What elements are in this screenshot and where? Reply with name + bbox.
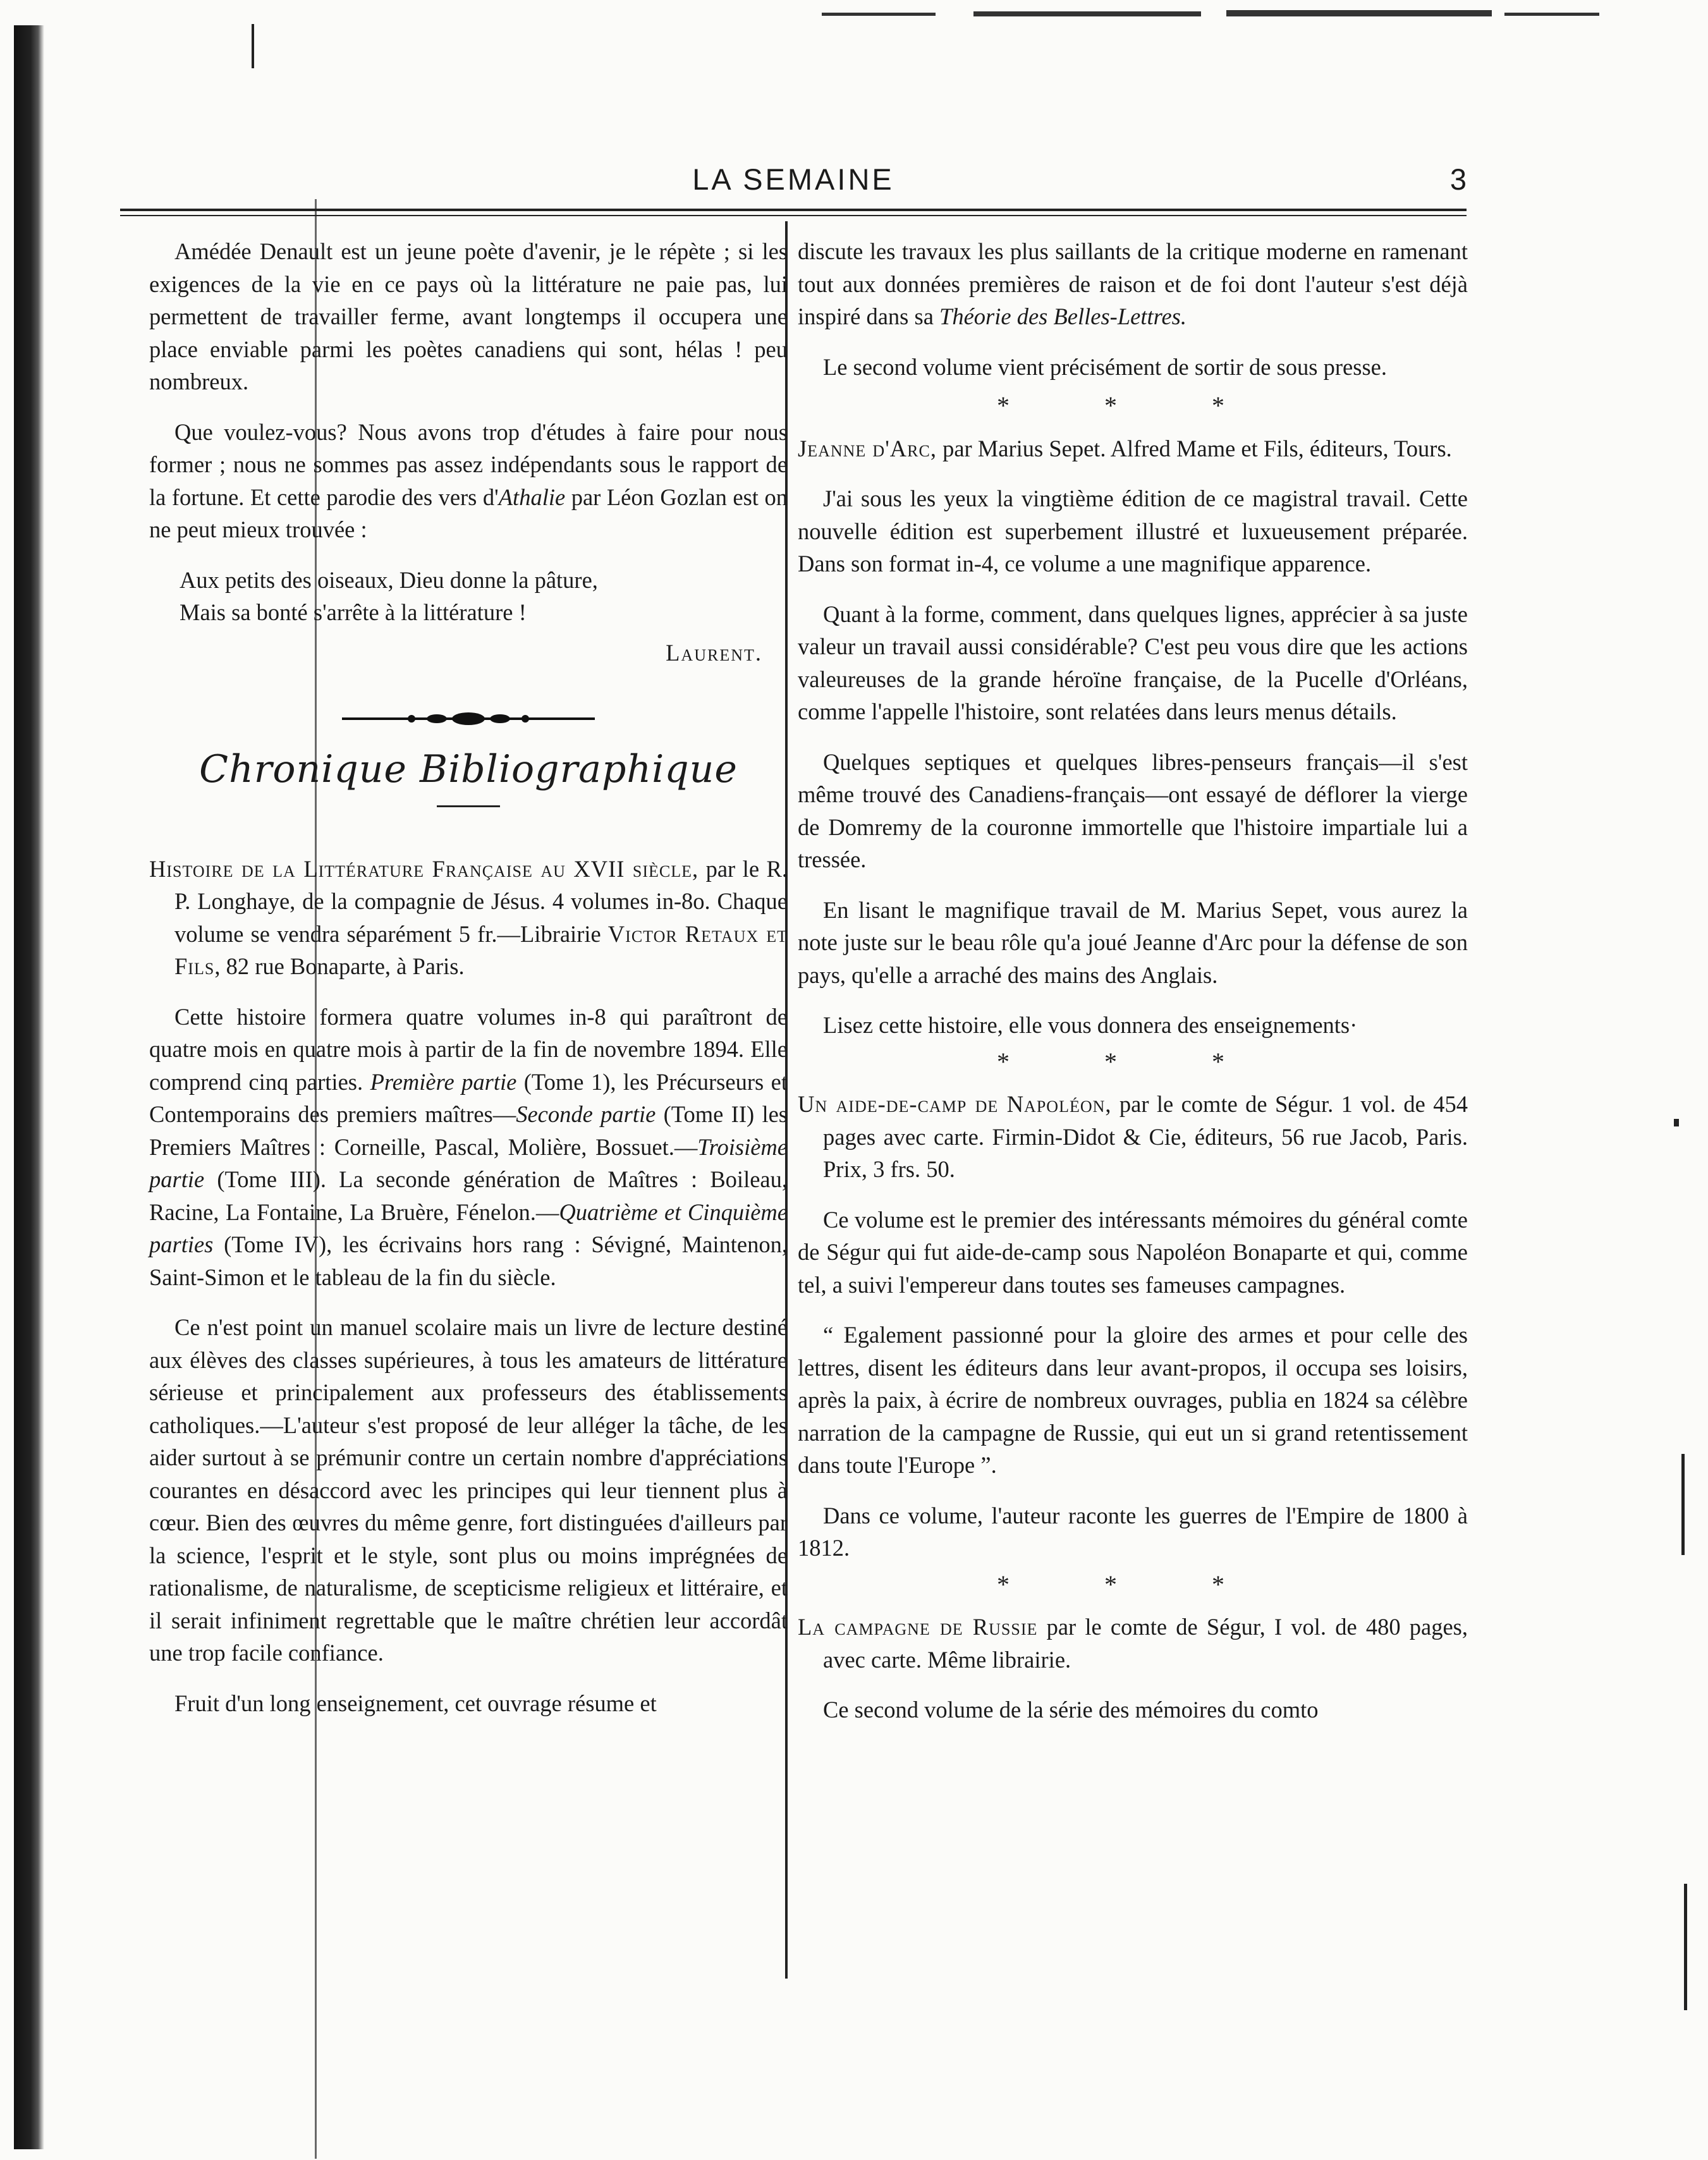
paragraph: Lisez cette histoire, elle vous donnera des enseignements· [823,1012,1358,1038]
paragraph: Ce volume est le premier des intéressants mémoires du général comte de Ségur qui fut aide-de-camp sous Napoléon Bonaparte et qui, comme tel, a suivi l'empereur dans toutes ses fameuses campagnes. [798,1206,1468,1298]
scan-top-smear [822,9,1599,23]
header-rule [120,209,1467,211]
paragraph: Ce second volume de la série des mémoires du comto [823,1697,1319,1723]
paragraph: discute les travaux les plus saillants de la critique moderne en ramenant tout aux données premières de raison et de foi dont l'auteur s'est déjà inspiré dans sa Théorie des Belles-Lettres. [798,238,1468,329]
scan-mark [1674,1119,1679,1126]
right-column [798,235,1468,1744]
paragraph: J'ai sous les yeux la vingtième édition de ce magistral travail. Cette nouvelle édition est superbement illustré et luxueusement préparée. Dans son format in-4, ce volume a une magnifique apparence. [798,485,1468,577]
paragraph: Le second volume vient précisément de sortir de sous presse. [823,353,1387,380]
section-stars: * * * [997,391,1269,420]
verse-line: Mais sa bonté s'arrête à la littérature ! [180,599,527,625]
section-title: Chronique Bibliographique [199,747,738,791]
scan-mark [1681,1454,1685,1555]
paragraph: Quant à la forme, comment, dans quelques lignes, apprécier à sa juste valeur un travail aussi considérable? C'est peu vous dire que les actions valeureuses de la grande héroïne française, de la Pucelle d'Orléans, comme l'appelle l'histoire, sont relatées dans leurs menus détails. [798,601,1468,724]
paragraph: Ce n'est point un manuel scolaire mais un livre de lecture destiné aux élèves des classes supérieures, à tous les amateurs de littérature sérieuse et principalement aux professeurs des établissements catholiques.—L'auteur s'est proposé de leur alléger la tâche, de les aider surtout à se prémunir contre un certain nombre d'appréciations courantes en désaccord avec les principes qui leur tiennent plus à cœur. Bien des œuvres du même genre, fort distinguées d'ailleurs par la science, l'esprit et le style, sont plus ou moins imprégnées de rationalisme, de naturalisme, de scepticisme religieux et littéraire, et il serait infiniment regrettable que le maître chrétien leur accordât une trop facile confiance. [149,1314,788,1666]
bibliography-entry: Jeanne d'Arc, par Marius Sepet. Alfred Mame et Fils, éditeurs, Tours. [798,435,1452,461]
scan-mark [252,24,254,68]
paragraph: Quelques septiques et quelques libres-penseurs français—il s'est même trouvé des Canadiens-français—ont essayé de déflorer la vierge de Domremy de la couronne immortelle que l'histoire impartiale lui a tressée. [798,748,1468,872]
paragraph: “ Egalement passionné pour la gloire des armes et pour celle des lettres, disent les éditeurs dans leur avant-propos, il occupa ses loisirs, après la paix, à écrire de nombreux ouvrages, publia en 1824 sa célèbre narration de la campagne de Russie, qui eut un si grand retentissement dans toute l'Europe ”. [798,1322,1468,1478]
short-rule [437,805,500,807]
left-column [149,235,788,1737]
running-title: LA SEMAINE [692,162,894,196]
section-stars: * * * [997,1047,1269,1076]
page-header [120,162,1467,200]
paragraph: Cette histoire formera quatre volumes in-8 qui paraîtront de quatre mois en quatre mois à partir de la fin de novembre 1894. Elle comprend cinq parties. Première partie (Tome 1), les Précurseurs et Contemporains des premiers maîtres—Seconde partie (Tome II) les Premiers Maîtres : Corneille, Pascal, Molière, Bossuet.—Troisième partie (Tome III). La seconde génération de Maîtres : Boileau, Racine, La Fontaine, La Bruère, Fénelon.—Quatrième et Cinquième parties (Tome IV), les écrivains hors rang : Sévigné, Maintenon, Saint-Simon et le tableau de la fin du siècle. [149,1003,788,1290]
paragraph: Dans ce volume, l'auteur raconte les guerres de l'Empire de 1800 à 1812. [798,1502,1468,1561]
section-stars: * * * [997,1570,1269,1599]
page-number: 3 [1449,162,1467,196]
verse-line: Aux petits des oiseaux, Dieu donne la pâture, [180,566,598,593]
scan-binding-shadow [14,25,44,2149]
author-signature: Laurent. [666,639,762,666]
bibliography-entry: Histoire de la Littérature Française au XVII siècle, par le R. P. Longhaye, de la compagnie de Jésus. 4 volumes in-8o. Chaque volume se vendra séparément 5 fr.—Librairie Victor Retaux et Fils, 82 rue Bonaparte, à Paris. [149,855,788,979]
paragraph: Amédée Denault est un jeune poète d'avenir, je le répète ; si les exigences de la vie en ce pays où la littérature ne paie pas, lui permettent de travailler ferme, avant longtemps il occupera une place enviable parmi les poètes canadiens qui sont, hélas ! peu nombreux. [149,238,788,394]
paragraph: Que voulez-vous? Nous avons trop d'études à faire pour nous former ; nous ne sommes pas assez indépendants sous le rapport de la fortune. Et cette parodie des vers d'Athalie par Léon Gozlan est on ne peut mieux trouvée : [149,418,788,542]
paragraph: Fruit d'un long enseignement, cet ouvrage résume et [174,1690,657,1716]
bibliography-entry: Un aide-de-camp de Napoléon, par le comte de Ségur. 1 vol. de 454 pages avec carte. Firmin-Didot & Cie, éditeurs, 56 rue Jacob, Paris. Prix, 3 frs. 50. [798,1091,1468,1182]
paragraph: En lisant le magnifique travail de M. Marius Sepet, vous aurez la note juste sur le beau rôle qu'a joué Jeanne d'Arc pour la défense de son pays, qu'elle a arraché des mains des Anglais. [798,896,1468,988]
header-rule [120,215,1467,216]
scan-mark [1684,1884,1687,2010]
ornamental-divider [336,709,601,728]
bibliography-entry: La campagne de Russie par le comte de Ségur, I vol. de 480 pages, avec carte. Même librairie. [798,1614,1468,1673]
